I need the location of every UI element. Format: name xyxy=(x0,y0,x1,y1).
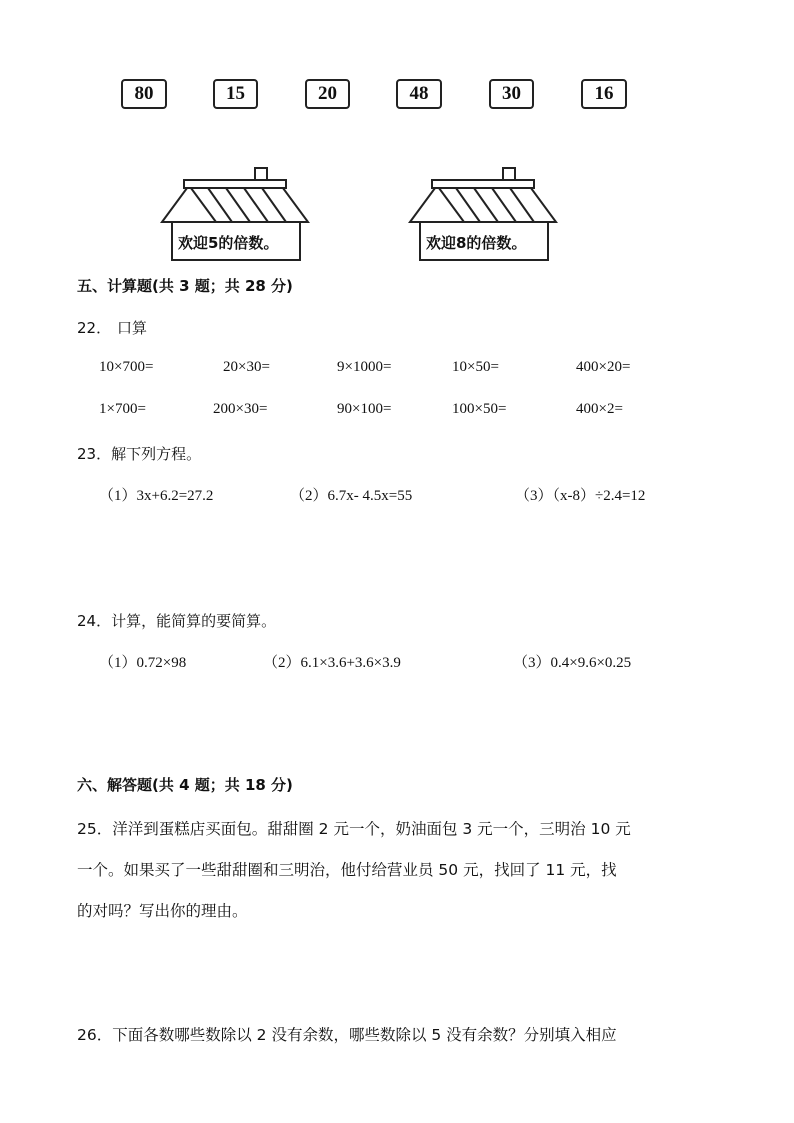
calc-item: （2）6.1×3.6+3.6×3.9 xyxy=(263,655,401,671)
q25-line: 的对吗？写出你的理由。 xyxy=(77,902,248,920)
house-sign: 欢迎8的倍数。 xyxy=(426,234,527,252)
calc-item: （3）0.4×9.6×0.25 xyxy=(513,655,632,671)
mental-math-item: 400×20= xyxy=(576,359,631,375)
number-card: 16 xyxy=(581,79,627,109)
calc-item: （1）0.72×98 xyxy=(99,655,187,671)
mental-math-item: 90×100= xyxy=(337,401,392,417)
mental-math-item: 10×50= xyxy=(452,359,499,375)
q22-number: 22． xyxy=(77,319,112,337)
equation-item: （3）（x-8）÷2.4=12 xyxy=(515,488,646,504)
number-card: 48 xyxy=(396,79,442,109)
mental-math-item: 9×1000= xyxy=(337,359,392,375)
house-sign: 欢迎5的倍数。 xyxy=(178,234,279,252)
mental-math-item: 200×30= xyxy=(213,401,268,417)
mental-math-item: 10×700= xyxy=(99,359,154,375)
q23-text: 23．解下列方程。 xyxy=(77,445,202,463)
q26-line: 26．下面各数哪些数除以 2 没有余数，哪些数除以 5 没有余数？分别填入相应 xyxy=(77,1026,617,1044)
number-card: 30 xyxy=(489,79,534,109)
section6-heading: 六、解答题(共 4 题；共 18 分) xyxy=(77,776,293,794)
number-card: 20 xyxy=(305,79,350,109)
house-multiples-of-8 xyxy=(408,166,558,262)
q24-text: 24．计算，能简算的要简算。 xyxy=(77,612,277,630)
equation-item: （1）3x+6.2=27.2 xyxy=(99,488,214,504)
house-multiples-of-5 xyxy=(160,166,310,262)
equation-item: （2）6.7x- 4.5x=55 xyxy=(290,488,413,504)
number-card: 15 xyxy=(213,79,258,109)
mental-math-item: 100×50= xyxy=(452,401,507,417)
number-card: 80 xyxy=(121,79,167,109)
mental-math-item: 400×2= xyxy=(576,401,623,417)
section5-heading: 五、计算题(共 3 题；共 28 分) xyxy=(77,277,293,295)
mental-math-item: 1×700= xyxy=(99,401,146,417)
q25-line: 25．洋洋到蛋糕店买面包。甜甜圈 2 元一个，奶油面包 3 元一个，三明治 10 元 xyxy=(77,820,631,838)
mental-math-item: 20×30= xyxy=(223,359,270,375)
q25-line: 一个。如果买了一些甜甜圈和三明治，他付给营业员 50 元，找回了 11 元，找 xyxy=(77,861,617,879)
q22-title: 口算 xyxy=(117,319,148,337)
